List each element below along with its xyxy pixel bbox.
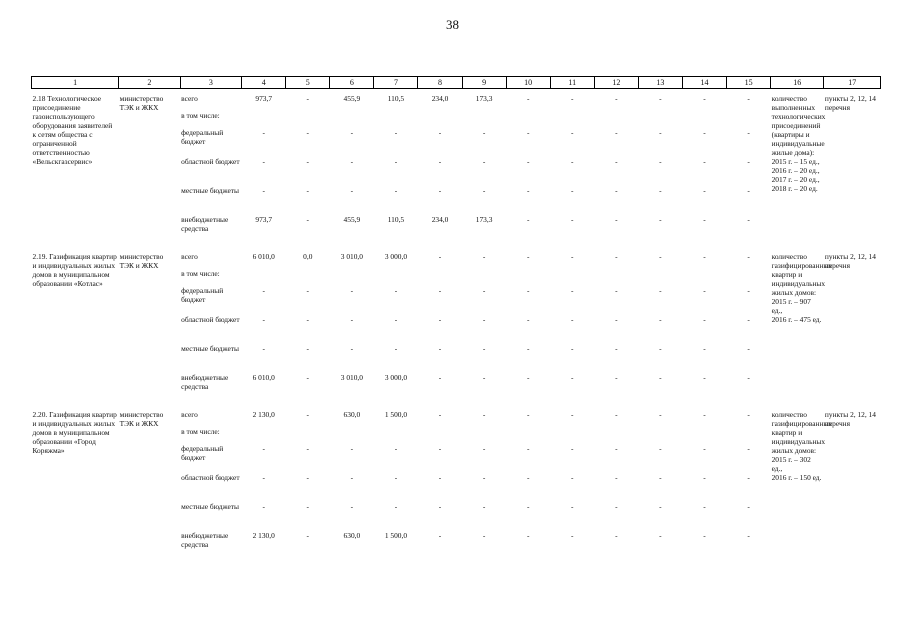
funding-value — [506, 111, 550, 128]
header-cell: 6 — [330, 77, 374, 89]
funding-value: - — [615, 373, 618, 382]
funding-value: - — [571, 252, 574, 261]
funding-value: - — [659, 252, 662, 261]
measure-name: 2.18 Технологическое присоединение газоиспользующего оборудования заявителей к сетям общества с ограниченной ответственностью «Вельскгазсервис» — [32, 94, 113, 166]
header-cell: 11 — [550, 77, 594, 89]
funding-value — [682, 427, 726, 444]
funding-value: - — [615, 315, 618, 324]
funding-value: - — [526, 315, 530, 324]
block-spacer — [32, 233, 881, 247]
funding-value — [330, 111, 374, 128]
funding-value: - — [438, 502, 442, 511]
funding-value: - — [571, 186, 574, 195]
funding-value — [374, 269, 418, 286]
funding-value: - — [306, 444, 310, 453]
funding-value: - — [438, 252, 442, 261]
funding-value: - — [438, 410, 442, 419]
funding-value: - — [350, 315, 354, 324]
funding-value: - — [438, 128, 442, 137]
funding-value: - — [438, 531, 442, 540]
page-number: 38 — [446, 17, 459, 32]
funding-value: - — [615, 344, 618, 353]
header-cell: 9 — [462, 77, 506, 89]
funding-value — [506, 427, 550, 444]
funding-value: - — [659, 410, 662, 419]
list-points: пункты 2, 12, 14 перечня — [824, 94, 876, 112]
header-cell: 14 — [682, 77, 726, 89]
funding-value: - — [615, 444, 618, 453]
header-cell: 1 — [32, 77, 119, 89]
funding-source: всего — [181, 252, 198, 261]
table-row — [32, 405, 881, 427]
funding-value — [330, 427, 374, 444]
result-indicator: количество газифицированных квартир и индивидуальных жилых домов: 2015 г. – 907 ед., 2016 г. – 475 ед. — [771, 252, 833, 324]
funding-value: - — [482, 373, 486, 382]
funding-value — [242, 269, 286, 286]
funding-value: - — [262, 315, 265, 324]
funding-value: - — [615, 94, 618, 103]
funding-value: - — [306, 473, 310, 482]
funding-value: 630,0 — [343, 531, 361, 540]
funding-value: - — [703, 444, 706, 453]
funding-value — [594, 111, 638, 128]
funding-source: местные бюджеты — [181, 344, 240, 353]
funding-value: - — [394, 315, 398, 324]
funding-value: 234,0 — [431, 215, 449, 224]
funding-value: - — [306, 373, 310, 382]
funding-value: - — [526, 186, 530, 195]
funding-value: - — [482, 473, 486, 482]
table-row — [32, 89, 881, 112]
funding-value — [506, 269, 550, 286]
funding-value: - — [747, 373, 750, 382]
funding-value: - — [394, 344, 398, 353]
funding-value: - — [615, 252, 618, 261]
funding-value — [374, 427, 418, 444]
funding-value: - — [659, 531, 662, 540]
funding-value: - — [306, 531, 310, 540]
funding-value: - — [482, 444, 486, 453]
funding-value: - — [703, 286, 706, 295]
funding-value: - — [659, 473, 662, 482]
funding-value: - — [747, 94, 750, 103]
funding-value — [330, 269, 374, 286]
funding-value: - — [350, 444, 354, 453]
funding-value: - — [350, 157, 354, 166]
list-points: пункты 2, 12, 14 перечня — [824, 410, 876, 428]
list-points: пункты 2, 12, 14 перечня — [824, 252, 876, 270]
funding-value: - — [482, 531, 486, 540]
funding-value: - — [306, 128, 310, 137]
funding-value: - — [306, 186, 310, 195]
header-cell: 3 — [180, 77, 242, 89]
funding-value: - — [262, 344, 265, 353]
funding-value: - — [262, 286, 265, 295]
header-cell: 13 — [638, 77, 682, 89]
funding-value: - — [571, 502, 574, 511]
funding-value: - — [394, 286, 398, 295]
program-table — [31, 76, 881, 549]
funding-value — [638, 111, 682, 128]
funding-value: - — [747, 186, 750, 195]
funding-value — [286, 427, 330, 444]
funding-value: - — [571, 315, 574, 324]
funding-value: - — [747, 344, 750, 353]
funding-value: - — [350, 344, 354, 353]
funding-value: - — [659, 157, 662, 166]
header-cell: 12 — [594, 77, 638, 89]
spacer-cell — [32, 391, 881, 405]
funding-value — [594, 269, 638, 286]
funding-value — [286, 269, 330, 286]
funding-value: - — [615, 157, 618, 166]
funding-value: - — [482, 252, 486, 261]
funding-value — [727, 111, 771, 128]
result-indicator: количество газифицированных квартир и индивидуальных жилых домов: 2015 г. – 302 ед., 2016 г. – 150 ед. — [771, 410, 833, 482]
funding-value: 455,9 — [343, 215, 361, 224]
funding-value: - — [526, 215, 530, 224]
funding-value: - — [659, 344, 662, 353]
funding-value: - — [526, 128, 530, 137]
funding-value — [462, 269, 506, 286]
measure-name: 2.19. Газификация квартир и индивидуальных жилых домов в муниципальном образовании «Котлас» — [32, 252, 117, 288]
funding-value: - — [571, 215, 574, 224]
funding-value: - — [747, 315, 750, 324]
funding-value: - — [394, 473, 398, 482]
header-cell: 10 — [506, 77, 550, 89]
funding-value: - — [526, 531, 530, 540]
funding-value: - — [482, 157, 486, 166]
funding-value: - — [703, 344, 706, 353]
funding-value: - — [571, 444, 574, 453]
funding-value — [550, 111, 594, 128]
funding-value: 3 000,0 — [384, 373, 408, 382]
header-cell: 15 — [727, 77, 771, 89]
funding-value: - — [526, 473, 530, 482]
table-body — [32, 89, 881, 550]
funding-source: внебюджетные средства — [181, 215, 229, 233]
funding-value: - — [350, 286, 354, 295]
funding-value: - — [350, 502, 354, 511]
funding-value: - — [703, 215, 706, 224]
funding-value: 3 000,0 — [384, 252, 408, 261]
funding-value — [594, 427, 638, 444]
funding-value: 3 010,0 — [340, 252, 363, 261]
funding-value: - — [615, 502, 618, 511]
executor: министерство ТЭК и ЖКХ — [119, 252, 164, 270]
funding-value: - — [659, 186, 662, 195]
funding-value: 973,7 — [255, 94, 273, 103]
funding-value: - — [482, 344, 486, 353]
funding-value: - — [703, 473, 706, 482]
funding-value: - — [526, 444, 530, 453]
funding-value: 6 010,0 — [252, 373, 275, 382]
funding-value — [242, 427, 286, 444]
funding-value — [682, 111, 726, 128]
funding-value: - — [659, 444, 662, 453]
funding-value: - — [747, 128, 750, 137]
funding-source: внебюджетные средства — [181, 531, 229, 549]
funding-value: 455,9 — [343, 94, 361, 103]
funding-value: - — [482, 128, 486, 137]
funding-value: - — [659, 215, 662, 224]
funding-value: - — [703, 373, 706, 382]
funding-value — [418, 427, 462, 444]
funding-value: - — [571, 94, 574, 103]
funding-value: 234,0 — [431, 94, 449, 103]
funding-value — [418, 111, 462, 128]
funding-value: - — [571, 157, 574, 166]
funding-value: - — [262, 186, 265, 195]
funding-value: - — [350, 473, 354, 482]
funding-source: всего — [181, 410, 198, 419]
funding-value — [550, 427, 594, 444]
funding-value: - — [262, 473, 265, 482]
executor: министерство ТЭК и ЖКХ — [119, 410, 164, 428]
funding-value: - — [659, 373, 662, 382]
funding-value: - — [394, 128, 398, 137]
funding-value: - — [306, 502, 310, 511]
funding-value: - — [394, 502, 398, 511]
funding-value — [418, 269, 462, 286]
funding-value: - — [394, 157, 398, 166]
funding-value: - — [526, 157, 530, 166]
funding-value: 1 500,0 — [384, 531, 408, 540]
funding-value: - — [438, 315, 442, 324]
funding-value: - — [703, 128, 706, 137]
header-cell: 4 — [242, 77, 286, 89]
funding-value — [727, 269, 771, 286]
funding-value: - — [438, 157, 442, 166]
funding-value: - — [659, 315, 662, 324]
funding-value: - — [438, 186, 442, 195]
funding-value: - — [394, 444, 398, 453]
funding-value: 2 130,0 — [252, 410, 275, 419]
funding-value: 6 010,0 — [252, 252, 275, 261]
funding-value: 1 500,0 — [384, 410, 408, 419]
funding-value: - — [703, 157, 706, 166]
funding-value: - — [438, 444, 442, 453]
funding-value: 3 010,0 — [340, 373, 363, 382]
funding-source: областной бюджет — [181, 315, 240, 324]
funding-value: - — [571, 128, 574, 137]
funding-value: - — [747, 157, 750, 166]
funding-value: - — [703, 502, 706, 511]
funding-value: - — [526, 410, 530, 419]
funding-value — [550, 269, 594, 286]
funding-value: - — [571, 473, 574, 482]
funding-value: - — [262, 444, 265, 453]
funding-value: - — [747, 473, 750, 482]
header-cell: 7 — [374, 77, 418, 89]
funding-value: - — [703, 186, 706, 195]
executor: министерство ТЭК и ЖКХ — [119, 94, 164, 112]
funding-source: федеральный бюджет — [181, 128, 224, 146]
funding-value: - — [306, 157, 310, 166]
funding-value: - — [615, 215, 618, 224]
funding-value: - — [615, 410, 618, 419]
funding-value: - — [438, 373, 442, 382]
funding-value: - — [482, 286, 486, 295]
funding-value: - — [703, 410, 706, 419]
funding-value — [638, 269, 682, 286]
funding-value: - — [482, 502, 486, 511]
funding-value: - — [482, 410, 486, 419]
funding-value: - — [571, 373, 574, 382]
funding-value: - — [747, 410, 750, 419]
funding-value — [462, 111, 506, 128]
funding-value: - — [306, 94, 310, 103]
funding-value: - — [747, 502, 750, 511]
header-cell: 16 — [771, 77, 824, 89]
funding-value: - — [350, 128, 354, 137]
table-row — [32, 247, 881, 269]
funding-value: 2 130,0 — [252, 531, 275, 540]
funding-value — [374, 111, 418, 128]
funding-value — [462, 427, 506, 444]
funding-value: - — [703, 531, 706, 540]
funding-value: - — [350, 186, 354, 195]
funding-source: в том числе: — [181, 269, 220, 278]
funding-value: - — [703, 94, 706, 103]
block-spacer — [32, 391, 881, 405]
header-cell: 8 — [418, 77, 462, 89]
spacer-cell — [32, 233, 881, 247]
funding-value: - — [571, 344, 574, 353]
funding-value — [682, 269, 726, 286]
funding-source: областной бюджет — [181, 473, 240, 482]
funding-source: местные бюджеты — [181, 502, 240, 511]
funding-value: - — [571, 410, 574, 419]
funding-value: - — [659, 94, 662, 103]
funding-value: - — [526, 252, 530, 261]
funding-value: - — [659, 502, 662, 511]
funding-value: - — [306, 215, 310, 224]
funding-value: - — [703, 315, 706, 324]
header-cell: 17 — [824, 77, 881, 89]
funding-value: - — [703, 252, 706, 261]
funding-value: 0,0 — [303, 252, 313, 261]
funding-value: - — [526, 344, 530, 353]
funding-value: 173,3 — [475, 215, 493, 224]
funding-value: - — [526, 502, 530, 511]
funding-value: - — [615, 128, 618, 137]
funding-source: местные бюджеты — [181, 186, 240, 195]
funding-source: федеральный бюджет — [181, 444, 224, 462]
funding-value: - — [615, 531, 618, 540]
funding-value: - — [747, 286, 750, 295]
funding-value — [242, 111, 286, 128]
funding-value: - — [659, 286, 662, 295]
funding-source: в том числе: — [181, 111, 220, 120]
funding-value: 110,5 — [387, 94, 405, 103]
funding-value: - — [262, 128, 265, 137]
funding-value — [727, 427, 771, 444]
funding-value: - — [747, 252, 750, 261]
funding-value: 110,5 — [387, 215, 405, 224]
funding-value: 973,7 — [255, 215, 273, 224]
funding-value: - — [306, 410, 310, 419]
funding-value: - — [482, 186, 486, 195]
funding-value: - — [747, 444, 750, 453]
funding-value: 630,0 — [343, 410, 361, 419]
funding-value: - — [747, 531, 750, 540]
funding-source: внебюджетные средства — [181, 373, 229, 391]
funding-value: - — [482, 315, 486, 324]
funding-value: - — [615, 286, 618, 295]
funding-value: - — [747, 215, 750, 224]
funding-value — [638, 427, 682, 444]
funding-value: - — [262, 157, 265, 166]
funding-value: 173,3 — [475, 94, 493, 103]
funding-value: - — [526, 94, 530, 103]
header-cell: 2 — [119, 77, 181, 89]
header-cell: 5 — [286, 77, 330, 89]
funding-value: - — [438, 473, 442, 482]
measure-name: 2.20. Газификация квартир и индивидуальных жилых домов в муниципальном образовании «Город Коряжма» — [32, 410, 117, 455]
funding-source: в том числе: — [181, 427, 220, 436]
header-row — [32, 77, 881, 89]
funding-value: - — [659, 128, 662, 137]
result-indicator: количество выполненных технологических присоединений (квартиры и индивидуальные жилые дома): 2015 г. – 15 ед., 2016 г. – 20 ед., 2017 г. – 20 ед., 2018 г. – 20 ед. — [771, 94, 826, 193]
funding-value: - — [526, 373, 530, 382]
funding-value: - — [394, 186, 398, 195]
funding-value: - — [571, 531, 574, 540]
funding-value: - — [615, 186, 618, 195]
funding-value: - — [262, 502, 265, 511]
funding-source: всего — [181, 94, 198, 103]
funding-value: - — [306, 315, 310, 324]
funding-source: областной бюджет — [181, 157, 240, 166]
funding-value — [286, 111, 330, 128]
funding-value: - — [438, 286, 442, 295]
funding-value: - — [306, 344, 310, 353]
funding-value: - — [615, 473, 618, 482]
funding-value: - — [438, 344, 442, 353]
funding-source: федеральный бюджет — [181, 286, 224, 304]
funding-value: - — [571, 286, 574, 295]
funding-value: - — [306, 286, 310, 295]
funding-value: - — [526, 286, 530, 295]
